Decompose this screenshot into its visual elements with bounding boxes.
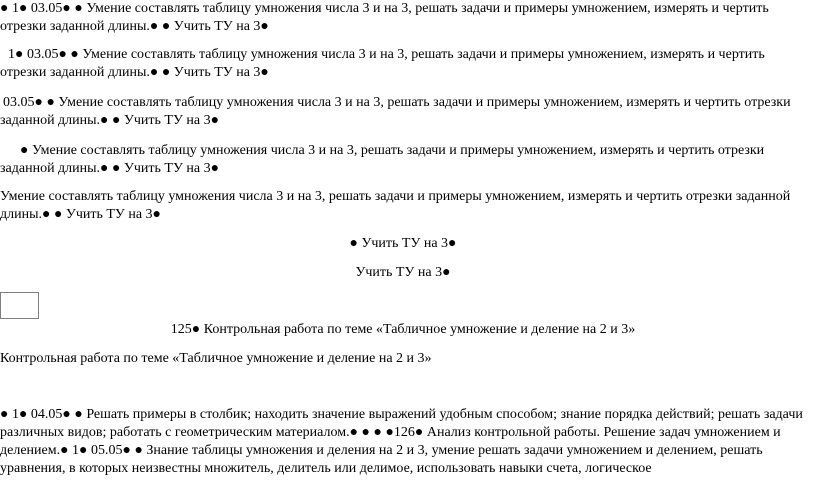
paragraph-4: ● Умение составлять таблицу умножения числа 3 и на 3, решать задачи и примеры умножением, измерять и чертить отрезки заданной длины.● ● Учить ТУ на 3●: [0, 143, 765, 176]
paragraph-7: Учить ТУ на 3●: [355, 265, 451, 280]
paragraph-3: 03.05● ● Умение составлять таблицу умножения числа 3 и на 3, решать задачи и примеры умножением, измерять и чертить отрезки заданной длины.● ● Учить ТУ на 3●: [0, 95, 791, 128]
paragraph-6: ● Учить ТУ на 3●: [349, 236, 457, 251]
paragraph-5: Умение составлять таблицу умножения числа 3 и на 3, решать задачи и примеры умножением, измерять и чертить отрезки заданной длины.● ● Учить ТУ на 3●: [0, 189, 791, 222]
paragraph-8: 125● Контрольная работа по теме «Табличное умножение и деление на 2 и 3»: [170, 322, 636, 337]
paragraph-2: 1● 03.05● ● Умение составлять таблицу умножения числа 3 и на 3, решать задачи и примеры умножением, измерять и чертить отрезки заданной длины.● ● Учить ТУ на 3●: [0, 47, 765, 80]
empty-box: [0, 292, 39, 319]
paragraph-10: ● 1● 04.05● ● Решать примеры в столбик; находить значение выражений удобным способом; знание порядка действий; решать задачи различных видов; работать с геометрическим материалом.● ● ● ●126● Анализ контрольной работы. Решение задач умножением и делением.● 1● 05.05● ● Знание таблицы умножения и деления на 2 и 3, умение решать задачи умножением и делением, решать уравнения, в которых неизвестны множитель, делитель или делимое, использовать навыки счета, логическое: [0, 407, 803, 476]
paragraph-9: Контрольная работа по теме «Табличное умножение и деление на 2 и 3»: [0, 351, 432, 366]
paragraph-1: ● 1● 03.05● ● Умение составлять таблицу умножения числа 3 и на 3, решать задачи и примеры умножением, измерять и чертить отрезки заданной длины.● ● Учить ТУ на 3●: [0, 1, 769, 34]
